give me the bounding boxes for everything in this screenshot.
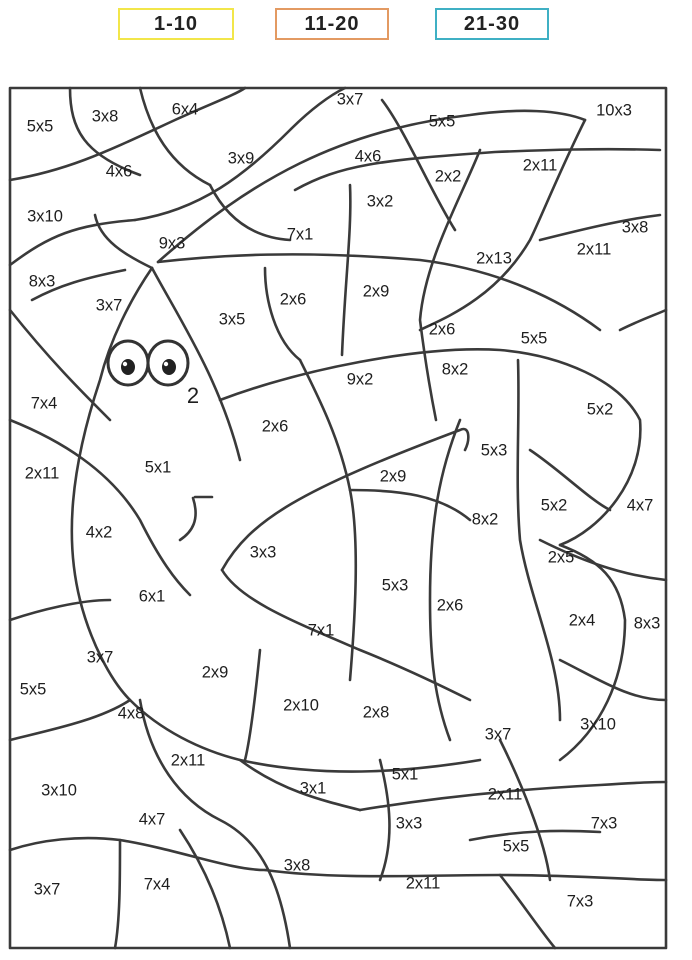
cell-label[interactable]: 8x2 bbox=[471, 510, 499, 529]
cell-label[interactable]: 3x7 bbox=[33, 880, 61, 899]
cell-label[interactable]: 2x6 bbox=[279, 290, 307, 309]
cell-label[interactable]: 9x3 bbox=[158, 234, 186, 253]
cell-label[interactable]: 2x11 bbox=[576, 240, 612, 259]
cell-label[interactable]: 5x2 bbox=[586, 400, 614, 419]
region-outlines bbox=[10, 88, 666, 948]
cell-label[interactable]: 6x1 bbox=[138, 587, 166, 606]
cell-label[interactable]: 3x1 bbox=[299, 779, 327, 798]
cell-label[interactable]: 3x8 bbox=[283, 856, 311, 875]
legend-11-20[interactable]: 11-20 bbox=[275, 8, 389, 40]
cell-label[interactable]: 5x5 bbox=[502, 837, 530, 856]
cell-label[interactable]: 3x8 bbox=[621, 218, 649, 237]
cell-label[interactable]: 2x11 bbox=[522, 156, 558, 175]
cell-label[interactable]: 8x2 bbox=[441, 360, 469, 379]
figure-number: 2 bbox=[186, 382, 200, 408]
cell-label[interactable]: 8x3 bbox=[633, 614, 661, 633]
cell-label[interactable]: 2x9 bbox=[362, 282, 390, 301]
cell-label[interactable]: 7x4 bbox=[30, 394, 58, 413]
cell-label[interactable]: 4x7 bbox=[626, 496, 654, 515]
cell-label[interactable]: 2x2 bbox=[434, 167, 462, 186]
cell-label[interactable]: 7x4 bbox=[143, 875, 171, 894]
cell-label[interactable]: 4x6 bbox=[354, 147, 382, 166]
legend-1-10[interactable]: 1-10 bbox=[118, 8, 234, 40]
cell-label[interactable]: 5x3 bbox=[381, 576, 409, 595]
cell-label[interactable]: 7x3 bbox=[590, 814, 618, 833]
cell-label[interactable]: 2x8 bbox=[362, 703, 390, 722]
cell-label[interactable]: 4x6 bbox=[105, 162, 133, 181]
creature-face bbox=[108, 341, 212, 540]
cell-label[interactable]: 2x6 bbox=[436, 596, 464, 615]
cell-label[interactable]: 3x10 bbox=[41, 781, 77, 800]
cell-label[interactable]: 7x3 bbox=[566, 892, 594, 911]
cell-label[interactable]: 7x1 bbox=[307, 621, 335, 640]
cell-label[interactable]: 4x7 bbox=[138, 810, 166, 829]
cell-label[interactable]: 2x13 bbox=[476, 249, 512, 268]
legend-21-30[interactable]: 21-30 bbox=[435, 8, 549, 40]
cell-label[interactable]: 2x6 bbox=[261, 417, 289, 436]
cell-label[interactable]: 3x3 bbox=[395, 814, 423, 833]
cell-label[interactable]: 2x11 bbox=[170, 751, 206, 770]
cell-label[interactable]: 3x7 bbox=[336, 90, 364, 109]
cell-label[interactable]: 5x5 bbox=[428, 112, 456, 131]
cell-label[interactable]: 3x9 bbox=[227, 149, 255, 168]
cell-label[interactable]: 3x2 bbox=[366, 192, 394, 211]
cell-label[interactable]: 2x9 bbox=[379, 467, 407, 486]
cell-label[interactable]: 8x3 bbox=[28, 272, 56, 291]
cell-label[interactable]: 5x5 bbox=[520, 329, 548, 348]
cell-label[interactable]: 5x5 bbox=[26, 117, 54, 136]
cell-label[interactable]: 5x1 bbox=[391, 765, 419, 784]
cell-label[interactable]: 2x11 bbox=[487, 785, 523, 804]
cell-label[interactable]: 5x3 bbox=[480, 441, 508, 460]
cell-label[interactable]: 4x8 bbox=[117, 704, 145, 723]
cell-label[interactable]: 3x3 bbox=[249, 543, 277, 562]
cell-label[interactable]: 2x11 bbox=[405, 874, 441, 893]
cell-label[interactable]: 3x10 bbox=[580, 715, 616, 734]
cell-label[interactable]: 3x7 bbox=[86, 648, 114, 667]
cell-label[interactable]: 3x10 bbox=[27, 207, 63, 226]
cell-label[interactable]: 4x2 bbox=[85, 523, 113, 542]
cell-label[interactable]: 2x9 bbox=[201, 663, 229, 682]
cell-label[interactable]: 2x5 bbox=[547, 548, 575, 567]
cell-label[interactable]: 2x4 bbox=[568, 611, 596, 630]
cell-label[interactable]: 2x10 bbox=[283, 696, 319, 715]
cell-label[interactable]: 7x1 bbox=[286, 225, 314, 244]
cell-label[interactable]: 6x4 bbox=[171, 100, 199, 119]
cell-label[interactable]: 5x1 bbox=[144, 458, 172, 477]
cell-label[interactable]: 2x11 bbox=[24, 464, 60, 483]
cell-label[interactable]: 3x5 bbox=[218, 310, 246, 329]
cell-label[interactable]: 3x8 bbox=[91, 107, 119, 126]
board-frame bbox=[10, 88, 666, 948]
cell-label[interactable]: 10x3 bbox=[596, 101, 632, 120]
cell-label[interactable]: 9x2 bbox=[346, 370, 374, 389]
cell-label[interactable]: 2x6 bbox=[428, 320, 456, 339]
cell-label[interactable]: 3x7 bbox=[484, 725, 512, 744]
cell-label[interactable]: 3x7 bbox=[95, 296, 123, 315]
cell-label[interactable]: 5x2 bbox=[540, 496, 568, 515]
cell-label[interactable]: 5x5 bbox=[19, 680, 47, 699]
